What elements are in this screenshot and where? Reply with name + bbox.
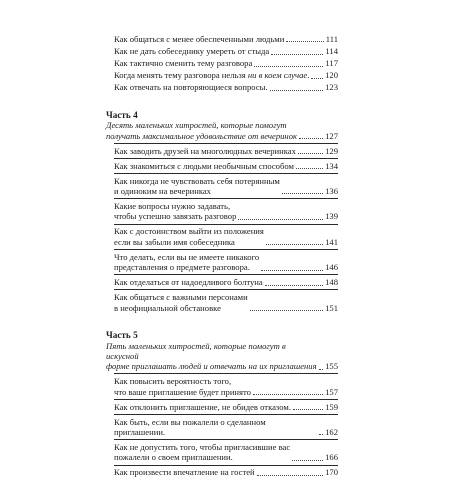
- toc-entry-title: [114, 226, 264, 247]
- toc-entry-title-part: Когда менять тему разговора нельзя: [114, 70, 248, 81]
- toc-leader-dots: [296, 168, 323, 169]
- toc-entry: [106, 252, 338, 273]
- toc-page-number: 141: [325, 236, 338, 247]
- toc-page-number: 129: [325, 145, 338, 156]
- part-heading: Часть 4: [106, 109, 138, 120]
- toc-page-number: 127: [325, 130, 338, 141]
- part-intro-line: форме приглашать людей и отвечать на их приглашения: [106, 361, 317, 372]
- toc-leader-dots: [271, 54, 323, 55]
- toc-entry-line: Как общаться с важными персонами: [114, 292, 248, 303]
- part-intro-line: Десять маленьких хитростей, которые помогут: [106, 120, 287, 131]
- part-intro-text: [106, 341, 317, 372]
- toc-page-number: 117: [325, 58, 338, 69]
- divider: [114, 414, 338, 415]
- toc-entry-title: [114, 442, 290, 463]
- toc-page-number: 162: [325, 427, 338, 438]
- part-heading: Часть 5: [106, 330, 138, 340]
- divider: [114, 439, 338, 440]
- toc-entry-line: и одиноким на вечеринках: [114, 186, 211, 197]
- toc-leader-dots: [286, 41, 323, 42]
- toc-entry-line: Как быть, если вы пожалели о сделанном приглашении.: [114, 416, 266, 438]
- toc-entry-line: если вы забыли имя собеседника: [114, 236, 235, 247]
- toc-entry-title: [114, 277, 263, 287]
- toc-leader-dots: [250, 310, 323, 311]
- toc-entry: [106, 58, 338, 68]
- part-intro-line: Пять маленьких хитростей, которые помогут в искусной: [106, 340, 286, 361]
- toc-page-number: 136: [325, 186, 338, 197]
- toc-entry: [106, 226, 338, 247]
- divider: [114, 198, 338, 199]
- toc-leader-dots: [265, 285, 323, 286]
- toc-entry: [106, 442, 338, 463]
- toc-entry-title: [114, 376, 251, 397]
- toc-entry-line: Как не допустить того, чтобы пригласившие вас: [114, 442, 291, 453]
- divider: [114, 173, 338, 174]
- toc-entry: [106, 46, 338, 56]
- toc-entry-title: [114, 252, 259, 273]
- toc-page-number: 111: [325, 34, 338, 44]
- toc-entry-title: Как тактично сменить тему разговора: [114, 58, 253, 69]
- toc-leader-dots: [298, 153, 323, 154]
- toc-leader-dots: [238, 219, 323, 220]
- toc-entry-title-emphasis: ни в коем случае: [247, 70, 308, 81]
- toc-entry: [106, 146, 338, 156]
- toc-page-number: 155: [325, 361, 338, 372]
- part-intro-line: получать максимальное удовольствие от вечеринок: [106, 130, 298, 141]
- toc-page-number: 120: [325, 70, 338, 81]
- part3-list: [106, 34, 338, 93]
- toc-leader-dots: [253, 394, 323, 395]
- toc-entry-line: в неофициальной обстановке: [114, 302, 221, 313]
- toc-entry: [106, 402, 338, 412]
- toc-entry-title: [114, 70, 309, 80]
- toc-page-number: 123: [325, 82, 338, 93]
- toc-entry-title: Как не дать собеседнику умереть от стыда: [114, 46, 270, 57]
- toc-entry-line: Как с достоинством выйти из положения: [114, 226, 264, 237]
- toc-leader-dots: [319, 434, 323, 435]
- toc-entry: [106, 292, 338, 313]
- toc-entry: [106, 70, 338, 80]
- toc-page-number: 159: [325, 401, 338, 412]
- toc-entry: [106, 82, 338, 92]
- toc-leader-dots: [319, 369, 323, 370]
- toc-page-number: 114: [325, 46, 338, 57]
- divider: [114, 143, 338, 144]
- divider: [114, 289, 338, 290]
- toc-leader-dots: [254, 66, 323, 67]
- toc-entry-title: [114, 161, 294, 171]
- toc-entry-line: Как никогда не чувствовать себя потерянным: [114, 175, 280, 186]
- toc-entry-line: Как знакомиться с людьми необычным способом: [114, 160, 294, 171]
- toc-entry-line: Как отклонить приглашение, не обидев отказом.: [114, 401, 291, 412]
- toc-entry-title: [114, 176, 280, 197]
- toc-entry-line: Какие вопросы нужно задавать,: [114, 201, 231, 212]
- divider: [114, 224, 338, 225]
- toc-entry: [106, 376, 338, 397]
- toc-page-number: 134: [325, 160, 338, 171]
- toc-leader-dots: [293, 409, 323, 410]
- divider: [114, 373, 338, 374]
- divider: [114, 465, 338, 466]
- table-of-contents: [106, 34, 338, 478]
- toc-entry: [106, 161, 338, 171]
- toc-leader-dots: [270, 90, 324, 91]
- toc-entry: [106, 277, 338, 287]
- toc-leader-dots: [282, 193, 323, 194]
- divider: [114, 158, 338, 159]
- toc-leader-dots: [266, 244, 323, 245]
- divider: [114, 249, 338, 250]
- toc-entry-title: Как общаться с менее обеспеченными людьми: [114, 34, 285, 44]
- toc-entry-line: что ваше приглашение будет принято: [114, 386, 251, 397]
- divider: [114, 274, 338, 275]
- toc-entry-line: представления о предмете разговора.: [114, 262, 250, 273]
- toc-entry-line: Как повысить вероятность того,: [114, 376, 232, 387]
- toc-leader-dots: [311, 78, 323, 79]
- toc-entry-line: чтобы успешно завязать разговор: [114, 211, 237, 222]
- toc-leader-dots: [292, 460, 323, 461]
- toc-page-number: 170: [325, 467, 338, 478]
- toc-entry: [106, 176, 338, 197]
- toc-entry-line: Как произвести впечатление на гостей: [114, 467, 255, 478]
- toc-entry: [106, 467, 338, 477]
- toc-entry: [106, 34, 338, 44]
- toc-entry-line: Как отделаться от надоедливого болтуна: [114, 277, 263, 288]
- toc-page-number: 139: [325, 211, 338, 222]
- toc-leader-dots: [299, 138, 323, 139]
- toc-entry-line: пожалели о своем приглашении.: [114, 452, 233, 463]
- toc-entry: [106, 201, 338, 222]
- divider: [114, 399, 338, 400]
- toc-entry-title: [114, 467, 255, 477]
- toc-entry-line: Что делать, если вы не имеете никакого: [114, 251, 260, 262]
- toc-entry-line: Как заводить друзей на многолюдных вечеринках: [114, 145, 296, 156]
- toc-entry-title-part: .: [307, 70, 310, 81]
- toc-leader-dots: [261, 270, 323, 271]
- part-intro: [106, 120, 338, 141]
- toc-entry-title: [114, 146, 296, 156]
- part-intro: [106, 341, 338, 372]
- toc-page-number: 146: [325, 262, 338, 273]
- part5-section: [106, 330, 338, 478]
- toc-entry-title: [114, 201, 236, 222]
- toc-page-number: 166: [325, 452, 338, 463]
- toc-entry-title: Как отвечать на повторяющиеся вопросы.: [114, 82, 268, 93]
- toc-leader-dots: [257, 475, 323, 476]
- toc-entry: [106, 417, 338, 438]
- toc-page-number: 157: [325, 386, 338, 397]
- part4-section: [106, 110, 338, 313]
- part-intro-text: [106, 120, 297, 141]
- toc-page-number: 151: [325, 302, 338, 313]
- toc-entry-title: [114, 417, 317, 438]
- toc-entry-title: [114, 292, 248, 313]
- toc-page-number: 148: [325, 277, 338, 288]
- toc-entry-title: [114, 402, 291, 412]
